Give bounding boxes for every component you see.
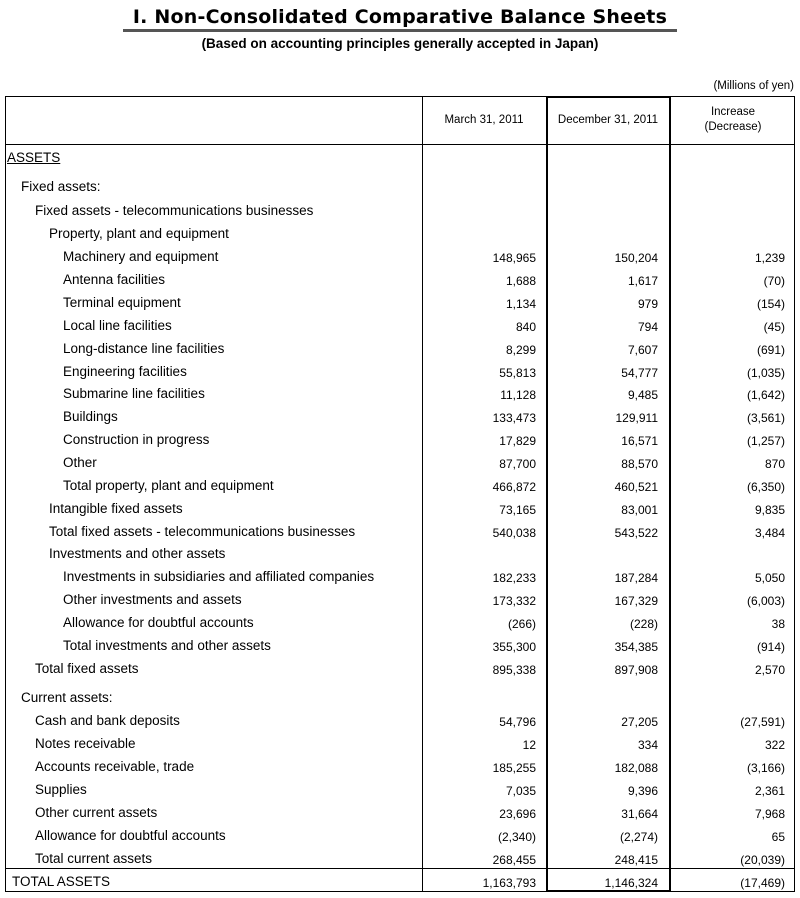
row-label: Total fixed assets - telecommunications businesses [49,524,356,539]
table-row [5,592,795,610]
row-label: Other [63,455,97,470]
value-march-2011: 268,455 [492,853,536,867]
value-december-2011: 460,521 [614,480,658,494]
table-row [5,874,795,892]
row-label: Machinery and equipment [63,249,219,264]
table-row [5,272,795,290]
row-label: Investments and other assets [49,546,226,561]
value-march-2011: 540,038 [492,526,536,540]
page-subtitle: (Based on accounting principles generally accepted in Japan) [201,36,599,51]
value-december-2011: 9,485 [627,388,658,402]
value-march-2011: 840 [515,320,536,334]
value-december-2011: 543,522 [614,526,658,540]
value-december-2011: 129,911 [615,411,658,425]
table-row [5,638,795,656]
table-row [5,409,795,427]
table-row [5,569,795,587]
table-row [5,851,795,869]
row-label: Supplies [35,782,87,797]
row-label: Local line facilities [63,318,172,333]
row-label: Fixed assets: [21,179,101,194]
table-row [5,524,795,542]
value-december-2011: 9,396 [627,784,658,798]
value-december-2011: 334 [637,738,658,752]
row-label: Allowance for doubtful accounts [35,828,226,843]
value-change: (154) [756,297,785,311]
value-march-2011: 466,872 [492,480,536,494]
value-change: 322 [764,738,785,752]
value-change: (20,039) [740,853,785,867]
row-label: TOTAL ASSETS [12,874,111,889]
value-change: (1,257) [746,434,785,448]
value-change: (45) [763,320,785,334]
value-december-2011: 182,088 [614,761,658,775]
row-label: Long-distance line facilities [63,341,225,356]
value-december-2011: 979 [637,297,658,311]
table-row [5,386,795,404]
column-header-change [671,105,795,135]
value-march-2011: 355,300 [492,640,536,654]
value-change: (6,003) [746,594,785,608]
row-label: Submarine line facilities [63,386,205,401]
row-label: Current assets: [21,690,113,705]
value-change: 7,968 [754,807,785,821]
table-row [5,501,795,519]
value-december-2011: 248,415 [614,853,658,867]
column-header-change-line2: (Decrease) [704,121,762,133]
column-header-march-2011: March 31, 2011 [444,114,524,126]
value-december-2011: 83,001 [621,503,658,517]
value-december-2011: 150,204 [614,251,658,265]
table-row [5,455,795,473]
value-change: (17,469) [740,876,785,890]
table-row [5,478,795,496]
value-change: 870 [764,457,785,471]
table-row [5,295,795,313]
table-row [5,432,795,450]
value-december-2011: 1,146,324 [604,876,658,890]
table-row [5,226,795,244]
value-december-2011: 54,777 [621,366,658,380]
value-change: 2,570 [754,663,785,677]
row-label: Allowance for doubtful accounts [63,615,254,630]
value-change: 1,239 [754,251,785,265]
table-row [5,364,795,382]
row-label: Buildings [63,409,118,424]
section-heading-assets: ASSETS [7,150,61,165]
value-march-2011: 173,332 [492,594,536,608]
value-december-2011: 794 [637,320,658,334]
table-row [5,828,795,846]
row-label: Accounts receivable, trade [35,759,195,774]
table-row [5,661,795,679]
value-march-2011: 73,165 [499,503,536,517]
table-row [5,690,795,708]
table-row [5,546,795,564]
row-label: Other current assets [35,805,158,820]
table-row [5,759,795,777]
value-december-2011: 897,908 [614,663,658,677]
value-march-2011: 1,163,793 [482,876,536,890]
value-change: 2,361 [754,784,785,798]
row-label: Terminal equipment [63,295,181,310]
table-row [5,736,795,754]
row-label: Construction in progress [63,432,210,447]
value-march-2011: (2,340) [497,830,536,844]
row-label: Notes receivable [35,736,136,751]
row-label: Fixed assets - telecommunications businesses [35,203,314,218]
value-december-2011: 16,571 [621,434,658,448]
value-december-2011: 1,617 [627,274,658,288]
value-december-2011: (228) [629,617,658,631]
table-row [5,318,795,336]
value-change: (914) [756,640,785,654]
value-march-2011: 185,255 [492,761,536,775]
row-label: Total current assets [35,851,153,866]
value-change: (1,642) [746,388,785,402]
value-march-2011: 12 [522,738,536,752]
table-row [5,179,795,197]
row-label: Total property, plant and equipment [63,478,274,493]
table-row [5,341,795,359]
value-march-2011: 54,796 [499,715,536,729]
row-label: Total investments and other assets [63,638,271,653]
row-label: Investments in subsidiaries and affiliated companies [63,569,375,584]
value-december-2011: 354,385 [614,640,658,654]
value-change: (3,561) [746,411,785,425]
value-change: (3,166) [746,761,785,775]
row-label: Other investments and assets [63,592,242,607]
value-march-2011: 23,696 [499,807,536,821]
table-row [5,805,795,823]
page-title: Ⅰ. Non-Consolidated Comparative Balance Sheets [123,6,677,32]
value-march-2011: 17,829 [499,434,536,448]
row-label: Antenna facilities [63,272,166,287]
table-row [5,249,795,267]
value-march-2011: 895,338 [492,663,536,677]
value-change: (70) [763,274,785,288]
row-label: Total fixed assets [35,661,139,676]
value-december-2011: 167,329 [614,594,658,608]
table-row [5,713,795,731]
column-header-change-line1: Increase [710,106,756,118]
value-change: 9,835 [754,503,785,517]
value-change: (691) [756,343,785,357]
value-december-2011: 88,570 [621,457,658,471]
column-header-december-2011: December 31, 2011 [557,114,659,126]
value-change: 65 [771,830,785,844]
value-march-2011: 8,299 [505,343,536,357]
value-change: (1,035) [746,366,785,380]
value-march-2011: 7,035 [505,784,536,798]
value-december-2011: 187,284 [614,571,658,585]
value-change: 38 [771,617,785,631]
units-note: (Millions of yen) [713,80,794,92]
value-march-2011: 133,473 [492,411,536,425]
title-wrap [0,6,800,32]
value-march-2011: 1,134 [505,297,536,311]
header-divider [5,144,795,145]
row-label: Cash and bank deposits [35,713,180,728]
table-row [5,615,795,633]
value-march-2011: 87,700 [499,457,536,471]
table-row [5,203,795,221]
value-change: (27,591) [740,715,785,729]
value-march-2011: 1,688 [505,274,536,288]
row-label: Property, plant and equipment [49,226,229,241]
row-label: Engineering facilities [63,364,187,379]
value-march-2011: (266) [507,617,536,631]
value-change: 5,050 [754,571,785,585]
value-march-2011: 148,965 [492,251,536,265]
value-december-2011: 7,607 [627,343,658,357]
value-december-2011: 27,205 [621,715,658,729]
value-march-2011: 11,128 [500,388,536,402]
value-march-2011: 182,233 [492,571,536,585]
value-change: 3,484 [754,526,785,540]
value-change: (6,350) [746,480,785,494]
value-december-2011: 31,664 [621,807,658,821]
row-label: Intangible fixed assets [49,501,183,516]
table-row [5,782,795,800]
value-december-2011: (2,274) [619,830,658,844]
value-march-2011: 55,813 [499,366,536,380]
